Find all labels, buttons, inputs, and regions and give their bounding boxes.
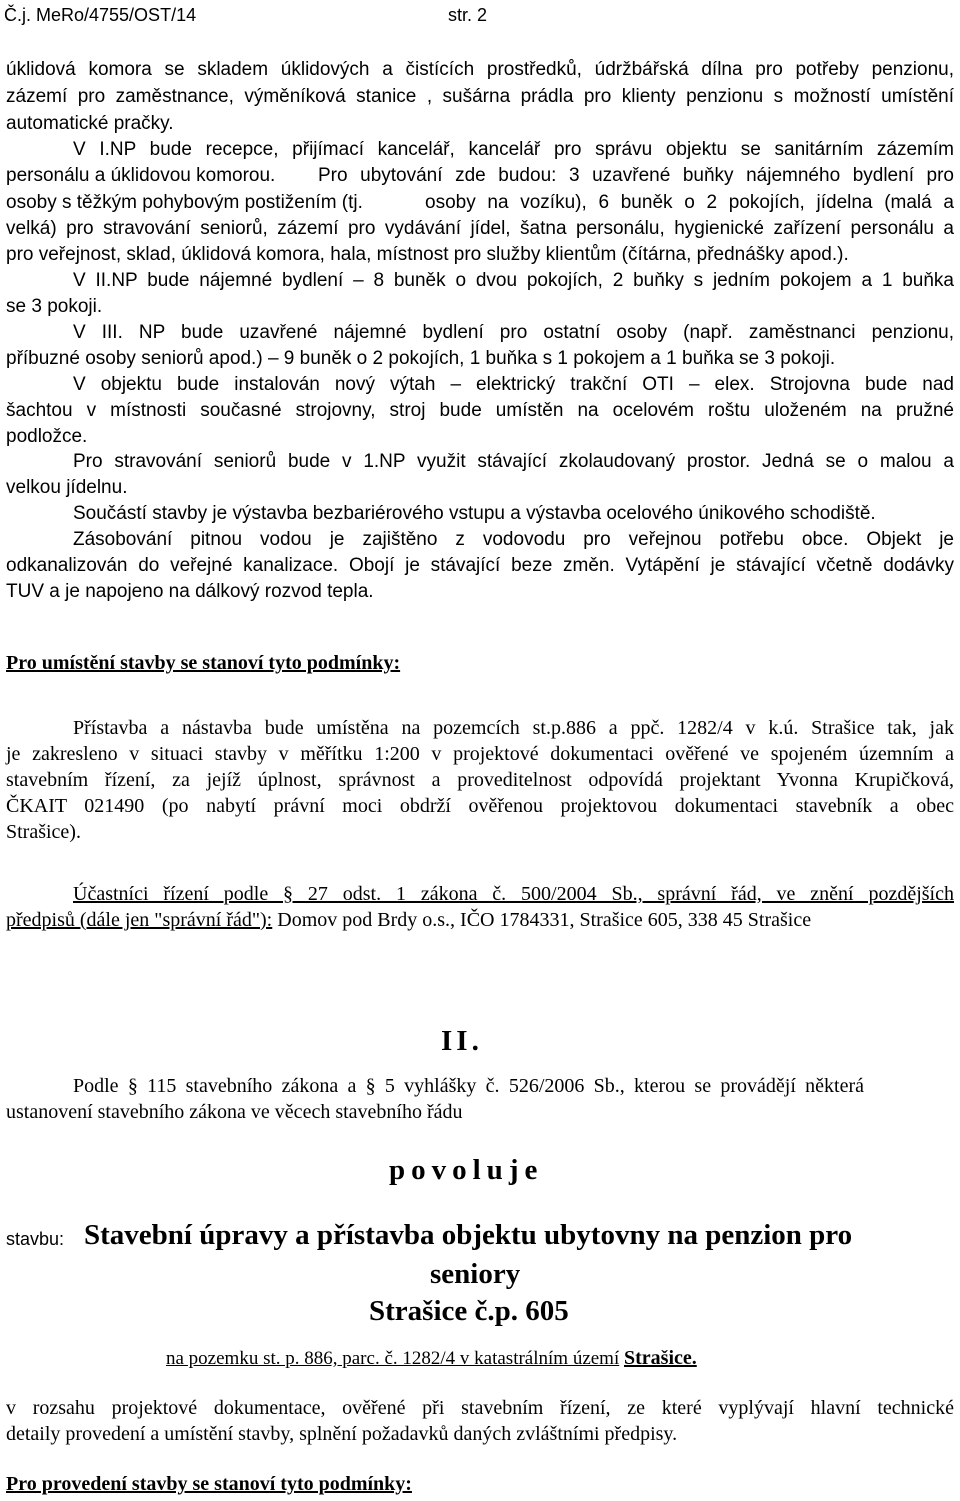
text-line: zázemí pro zaměstnance, výměníková stanice , sušárna prádla pro klienty penzionu s možností umístění: [6, 86, 954, 107]
building-address: Strašice č.p. 605: [369, 1295, 569, 1327]
text-line: stavebním řízení, za jejíž úplnost, správnost a proveditelnost odpovídá projektant Yvonna Krupičková,: [6, 769, 954, 791]
text-line: osoby na vozíku), 6 buněk o 2 pokojích, jídelna (malá a: [425, 192, 954, 213]
text-line: velkou jídelnu.: [6, 477, 128, 498]
text-line: V II.NP bude nájemné bydlení – 8 buněk o dvou pokojích, 2 buňky s jedním pokojem a 1 buňka: [73, 270, 954, 291]
participants-label: předpisů (dále jen "správní řád"):: [6, 909, 273, 931]
participants-line: Účastníci řízení podle § 27 odst. 1 zákona č. 500/2004 Sb., správní řád, ve znění pozdějších: [73, 883, 954, 905]
text-line: automatické pračky.: [6, 113, 174, 134]
text-line: v rozsahu projektové dokumentace, ověřené při stavebním řízení, ze které vyplývají hlavní technické: [6, 1397, 954, 1419]
text-line: Zásobování pitnou vodou je zajištěno z vodovodu pro veřejnou potřebu obce. Objekt je: [73, 529, 954, 550]
text-line: Součástí stavby je výstavba bezbariérového vstupu a výstavba ocelového únikového schodiště.: [73, 503, 876, 524]
building-title: Stavební úpravy a přístavba objektu ubytovny na penzion pro: [84, 1219, 853, 1251]
section-number: II.: [441, 1025, 483, 1057]
text-line: Podle § 115 stavebního zákona a § 5 vyhlášky č. 526/2006 Sb., kterou se provádějí některá: [73, 1075, 864, 1097]
text-line: ČKAIT 021490 (po nabytí právní moci obdrží ověřenou projektovou dokumentaci stavebník a obec: [6, 795, 954, 817]
decision-word: povoluje: [389, 1154, 544, 1186]
text-line: odkanalizován do veřejné kanalizace. Obojí je stávající beze změn. Vytápění je stávající včetně dodávky: [6, 555, 954, 576]
text-line: Pro ubytování zde budou: 3 uzavřené buňky nájemného bydlení pro: [318, 165, 954, 186]
text-line: podložce.: [6, 426, 88, 447]
text-line: detaily provedení a umístění stavby, splnění požadavků daných zvláštními předpisy.: [6, 1423, 678, 1445]
participants-names: Domov pod Brdy o.s., IČO 1784331, Strašice 605, 338 45 Strašice: [272, 909, 812, 931]
building-location: [166, 1348, 697, 1368]
section-heading-construction-conditions: Pro provedení stavby se stanoví tyto podmínky:: [6, 1473, 412, 1495]
text-line: příbuzné osoby seniorů apod.) – 9 buněk o 2 pokojích, 1 buňka s 1 pokojem a 1 buňka se 3 pokoji.: [6, 348, 836, 369]
text-line: Strašice).: [6, 821, 81, 843]
location-cadastre: Strašice.: [624, 1347, 697, 1369]
location-text: na pozemku st. p. 886, parc. č. 1282/4 v katastrálním území: [166, 1348, 620, 1369]
building-title: seniory: [430, 1258, 521, 1290]
text-line: ustanovení stavebního zákona ve věcech stavebního řádu: [6, 1101, 463, 1123]
text-line: osoby s těžkým pohybovým postižením (tj.: [6, 192, 363, 213]
stavba-prefix: stavbu:: [6, 1229, 65, 1249]
document-reference: Č.j. MeRo/4755/OST/14: [4, 5, 197, 25]
text-line: V III. NP bude uzavřené nájemné bydlení pro ostatní osoby (např. zaměstnanci penzionu,: [73, 322, 954, 343]
page-number: str. 2: [448, 5, 488, 25]
text-line: V objektu bude instalován nový výtah – elektrický trakční OTI – elex. Strojovna bude nad: [73, 374, 954, 395]
text-line: V I.NP bude recepce, přijímací kancelář, kancelář pro správu objektu se sanitárním zázemím: [73, 139, 954, 160]
text-line: velká) pro stravování seniorů, zázemí pro vydávání jídel, šatna personálu, hygienické zařízení personálu a: [6, 218, 954, 239]
section-heading-placement-conditions: Pro umístění stavby se stanoví tyto podmínky:: [6, 652, 401, 674]
text-line: personálu a úklidovou komorou.: [6, 165, 276, 186]
text-line: úklidová komora se skladem úklidových a čistících prostředků, údržbářská dílna pro potřeby penzionu,: [6, 59, 954, 80]
text-line: Přístavba a nástavba bude umístěna na pozemcích st.p.886 a ppč. 1282/4 v k.ú. Strašice tak, jak: [73, 717, 954, 739]
text-line: Pro stravování seniorů bude v 1.NP využit stávající zkolaudovaný prostor. Jedná se o malou a: [73, 451, 954, 472]
text-line: šachtou v místnosti současné strojovny, stroj bude umístěn na ocelovém roštu uloženém na pružné: [6, 400, 954, 421]
text-line: pro veřejnost, sklad, úklidová komora, hala, místnost pro služby klientům (čítárna, přednášky apod.).: [6, 244, 849, 265]
text-line: TUV a je napojeno na dálkový rozvod tepla.: [6, 581, 374, 602]
participants-line: [6, 910, 811, 930]
text-line: se 3 pokoji.: [6, 296, 103, 317]
text-line: je zakresleno v situaci stavby v měřítku 1:200 v projektové dokumentaci ověřené ve spojeném územním a: [6, 743, 954, 765]
